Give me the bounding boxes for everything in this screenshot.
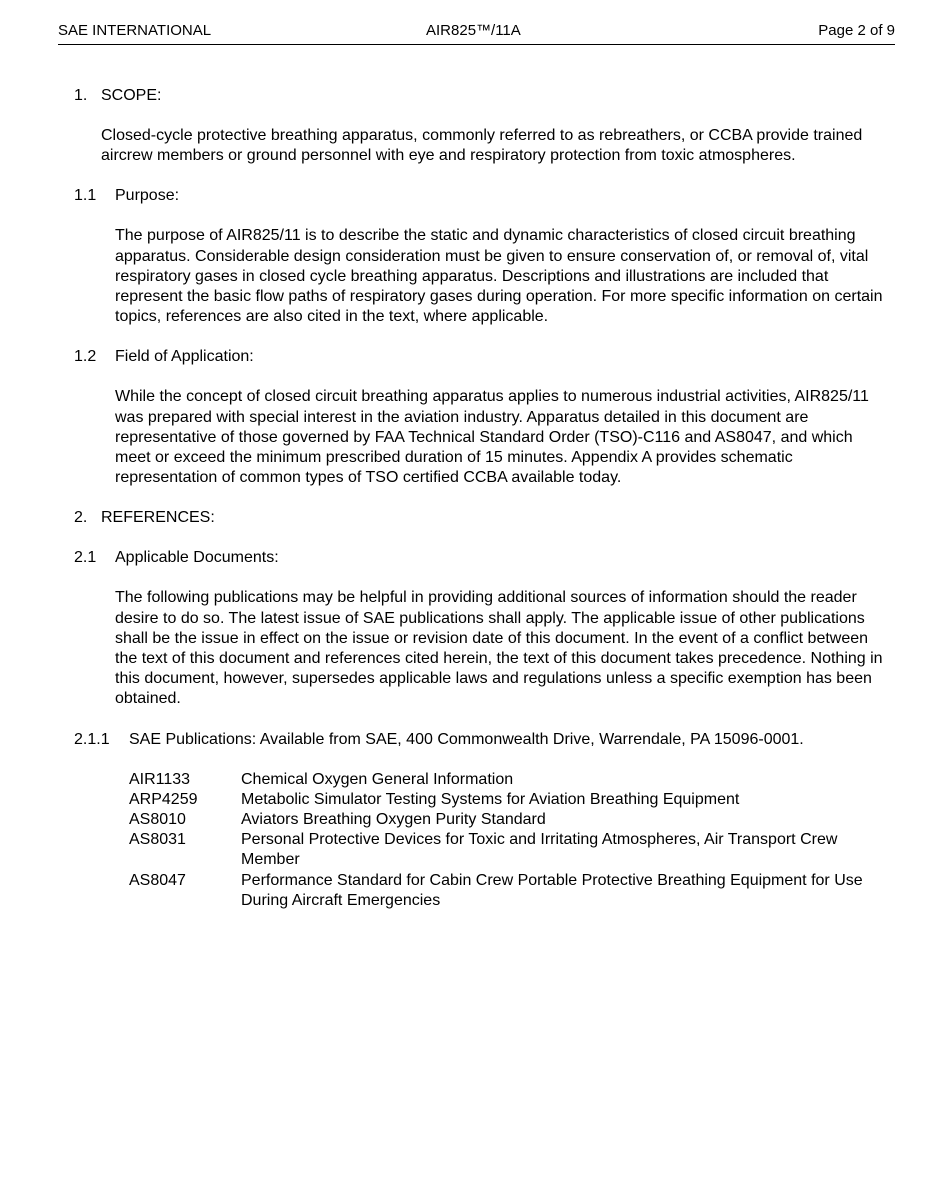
reference-row (129, 871, 871, 911)
section-title: Purpose: (115, 187, 180, 205)
page-header (58, 22, 895, 45)
reference-title: Metabolic Simulator Testing Systems for Aviation Breathing Equipment (241, 790, 740, 808)
section-1-2-heading (0, 347, 950, 367)
header-org: SAE INTERNATIONAL (58, 22, 212, 39)
reference-row (129, 830, 871, 870)
section-2-1-paragraph: The following publications may be helpful in providing additional sources of information should the reader desire to do so. The latest issue of SAE publications shall apply. The applicable issue of other publications shall be the issue in effect on the issue or revision date of this document. In the event of a conflict between the text of this document and references cited herein, the text of this document takes precedence. Nothing in this document, however, supersedes applicable laws and regulations unless a specific exemption has been obtained. (115, 589, 883, 708)
section-title: SCOPE: (101, 87, 162, 104)
section-title: Applicable Documents: (115, 549, 279, 567)
section-1-heading (0, 86, 950, 106)
section-1-2-paragraph: While the concept of closed circuit breathing apparatus applies to numerous industrial activities, AIR825/11 was prepared with special interest in the aviation industry. Apparatus detailed in this document are representative of those governed by FAA Technical Standard Order (TSO)-C116 and AS8047, and which meet or exceed the minimum prescribed duration of 15 minutes. Appendix A provides schematic representation of common types of TSO certified CCBA available today. (115, 388, 869, 487)
section-title: Field of Application: (115, 348, 254, 366)
section-number: 2.1.1 (74, 730, 110, 748)
reference-code: AS8047 (129, 871, 186, 889)
reference-row (129, 810, 871, 830)
reference-list (129, 770, 871, 911)
section-1-paragraph: Closed-cycle protective breathing apparatus, commonly referred to as rebreathers, or CCBA provide trained aircrew members or ground personnel with eye and respiratory protection from toxic atmospheres. (101, 127, 863, 165)
reference-row (129, 770, 871, 790)
reference-title: Aviators Breathing Oxygen Purity Standard (241, 811, 546, 829)
reference-title: Performance Standard for Cabin Crew Portable Protective Breathing Equipment for Use During Aircraft Emergencies (241, 871, 863, 909)
section-1-1-heading (0, 186, 950, 206)
header-doc-id: AIR825™/11A (426, 22, 521, 39)
section-2-1-heading (0, 548, 950, 568)
section-title: REFERENCES: (101, 509, 215, 527)
section-number: 1.2 (74, 348, 97, 366)
reference-code: AS8031 (129, 831, 186, 849)
section-number: 2.1 (74, 549, 97, 567)
section-number: 1.1 (74, 187, 97, 205)
document-body (0, 86, 950, 911)
section-number: 2. (74, 509, 88, 527)
section-2-1-1-heading (0, 730, 950, 750)
section-title: SAE Publications: Available from SAE, 400 Commonwealth Drive, Warrendale, PA 15096-0001. (129, 730, 804, 748)
reference-code: AS8010 (129, 811, 186, 829)
section-1-1-paragraph: The purpose of AIR825/11 is to describe the static and dynamic characteristics of closed circuit breathing apparatus. Considerable design consideration must be given to ensure conservation of, or removal of, vital respiratory gases in closed cycle breathing apparatus. Descriptions and illustrations are included that represent the basic flow paths of respiratory gases during operation. For more specific information on certain topics, references are also cited in the text, where applicable. (115, 227, 883, 326)
reference-row (129, 790, 871, 810)
section-2-heading (0, 508, 950, 528)
reference-title: Chemical Oxygen General Information (241, 770, 514, 788)
reference-code: AIR1133 (129, 770, 191, 788)
reference-code: ARP4259 (129, 790, 198, 808)
reference-title: Personal Protective Devices for Toxic and Irritating Atmospheres, Air Transport Crew Member (241, 831, 838, 869)
section-number: 1. (74, 87, 88, 104)
header-page-number: Page 2 of 9 (818, 22, 895, 39)
